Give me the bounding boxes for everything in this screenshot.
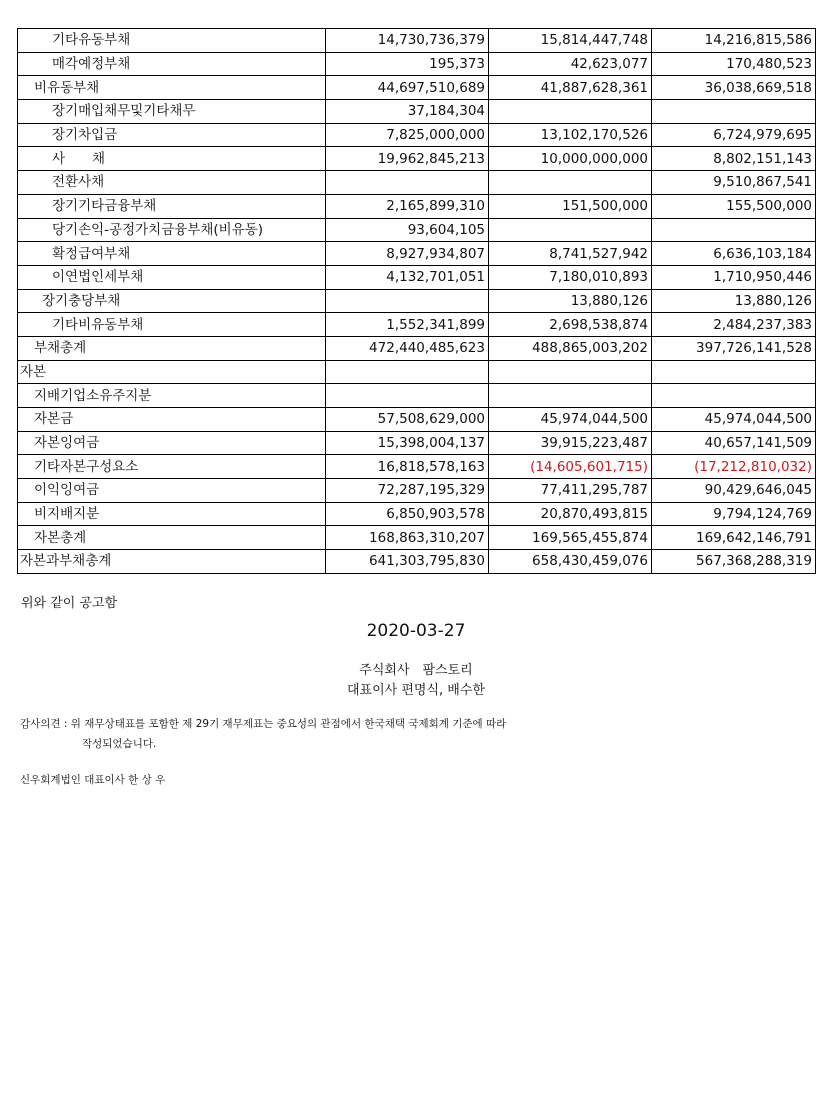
amount-cell: 170,480,523 [652, 52, 816, 76]
table-row [18, 289, 816, 313]
row-label: 확정급여부채 [18, 242, 326, 266]
amount-cell [489, 384, 652, 408]
row-label: 장기매입채무및기타채무 [18, 100, 326, 124]
amount-cell: 13,880,126 [652, 289, 816, 313]
row-label: 장기충당부채 [18, 289, 326, 313]
amount-cell: (17,212,810,032) [652, 455, 816, 479]
row-label: 기타자본구성요소 [18, 455, 326, 479]
amount-cell: 10,000,000,000 [489, 147, 652, 171]
table-row [18, 336, 816, 360]
amount-cell [326, 360, 489, 384]
table-row [18, 242, 816, 266]
row-label: 자본 [18, 360, 326, 384]
amount-cell: (14,605,601,715) [489, 455, 652, 479]
amount-cell: 90,429,646,045 [652, 479, 816, 503]
table-row [18, 218, 816, 242]
amount-cell: 151,500,000 [489, 194, 652, 218]
amount-cell: 4,132,701,051 [326, 265, 489, 289]
amount-cell: 169,642,146,791 [652, 526, 816, 550]
amount-cell: 77,411,295,787 [489, 479, 652, 503]
table-row [18, 502, 816, 526]
row-label: 기타비유동부채 [18, 313, 326, 337]
amount-cell: 195,373 [326, 52, 489, 76]
amount-cell: 15,398,004,137 [326, 431, 489, 455]
row-label: 이익잉여금 [18, 479, 326, 503]
amount-cell: 168,863,310,207 [326, 526, 489, 550]
amount-cell: 37,184,304 [326, 100, 489, 124]
amount-cell [326, 384, 489, 408]
amount-cell: 169,565,455,874 [489, 526, 652, 550]
row-label: 자본과부채총계 [18, 550, 326, 574]
table-row [18, 123, 816, 147]
amount-cell [652, 100, 816, 124]
amount-cell: 6,724,979,695 [652, 123, 816, 147]
amount-cell: 2,165,899,310 [326, 194, 489, 218]
balance-sheet-table [17, 28, 816, 574]
row-label: 자본금 [18, 408, 326, 432]
audit-opinion-line2: 작성되었습니다. [82, 738, 157, 750]
table-row [18, 76, 816, 100]
row-label: 지배기업소유주지분 [18, 384, 326, 408]
table-row [18, 171, 816, 195]
amount-cell: 16,818,578,163 [326, 455, 489, 479]
amount-cell: 397,726,141,528 [652, 336, 816, 360]
amount-cell: 14,216,815,586 [652, 29, 816, 53]
amount-cell: 20,870,493,815 [489, 502, 652, 526]
amount-cell [489, 360, 652, 384]
row-label: 비지배지분 [18, 502, 326, 526]
amount-cell [489, 171, 652, 195]
amount-cell: 13,880,126 [489, 289, 652, 313]
amount-cell: 41,887,628,361 [489, 76, 652, 100]
amount-cell: 1,710,950,446 [652, 265, 816, 289]
row-label: 자본총계 [18, 526, 326, 550]
amount-cell: 9,510,867,541 [652, 171, 816, 195]
amount-cell: 8,741,527,942 [489, 242, 652, 266]
amount-cell [489, 100, 652, 124]
row-label: 기타유동부채 [18, 29, 326, 53]
amount-cell: 658,430,459,076 [489, 550, 652, 574]
table-row [18, 526, 816, 550]
notice-text: 위와 같이 공고함 [21, 596, 118, 611]
table-row [18, 100, 816, 124]
amount-cell [652, 384, 816, 408]
amount-cell: 2,698,538,874 [489, 313, 652, 337]
row-label: 전환사채 [18, 171, 326, 195]
amount-cell: 42,623,077 [489, 52, 652, 76]
row-label: 부채총계 [18, 336, 326, 360]
amount-cell: 7,180,010,893 [489, 265, 652, 289]
row-label: 당기손익-공정가치금융부채(비유동) [18, 218, 326, 242]
amount-cell: 36,038,669,518 [652, 76, 816, 100]
audit-opinion-line1: 감사의견 : 위 재무상태표를 포함한 제 29기 재무제표는 중요성의 관점에서 한국채택 국제회계 기준에 따라 [20, 718, 507, 730]
table-row [18, 147, 816, 171]
amount-cell: 488,865,003,202 [489, 336, 652, 360]
amount-cell: 1,552,341,899 [326, 313, 489, 337]
amount-cell: 9,794,124,769 [652, 502, 816, 526]
row-label: 사 채 [18, 147, 326, 171]
table-row [18, 194, 816, 218]
row-label: 매각예정부채 [18, 52, 326, 76]
table-row [18, 550, 816, 574]
amount-cell: 6,850,903,578 [326, 502, 489, 526]
ceo-names: 대표이사 편명식, 배수한 [347, 683, 485, 698]
row-label: 자본잉여금 [18, 431, 326, 455]
auditor-name: 신우회계법인 대표이사 한 상 우 [20, 774, 166, 786]
table-row [18, 29, 816, 53]
amount-cell: 2,484,237,383 [652, 313, 816, 337]
amount-cell [652, 218, 816, 242]
amount-cell: 15,814,447,748 [489, 29, 652, 53]
amount-cell: 44,697,510,689 [326, 76, 489, 100]
amount-cell: 567,368,288,319 [652, 550, 816, 574]
row-label: 비유동부채 [18, 76, 326, 100]
table-row [18, 455, 816, 479]
amount-cell: 641,303,795,830 [326, 550, 489, 574]
amount-cell: 45,974,044,500 [652, 408, 816, 432]
amount-cell: 40,657,141,509 [652, 431, 816, 455]
amount-cell: 8,802,151,143 [652, 147, 816, 171]
amount-cell: 45,974,044,500 [489, 408, 652, 432]
amount-cell: 39,915,223,487 [489, 431, 652, 455]
amount-cell: 7,825,000,000 [326, 123, 489, 147]
table-row [18, 384, 816, 408]
company-name: 주식회사 팜스토리 [359, 663, 473, 678]
amount-cell: 14,730,736,379 [326, 29, 489, 53]
amount-cell: 13,102,170,526 [489, 123, 652, 147]
amount-cell [652, 360, 816, 384]
amount-cell: 93,604,105 [326, 218, 489, 242]
amount-cell [326, 171, 489, 195]
amount-cell [326, 289, 489, 313]
amount-cell: 8,927,934,807 [326, 242, 489, 266]
amount-cell: 472,440,485,623 [326, 336, 489, 360]
table-row [18, 313, 816, 337]
row-label: 이연법인세부채 [18, 265, 326, 289]
amount-cell [489, 218, 652, 242]
notice-date: 2020-03-27 [366, 621, 466, 641]
amount-cell: 19,962,845,213 [326, 147, 489, 171]
table-row [18, 265, 816, 289]
table-row [18, 479, 816, 503]
table-row [18, 408, 816, 432]
table-row [18, 431, 816, 455]
balance-sheet-body [18, 29, 816, 574]
row-label: 장기차입금 [18, 123, 326, 147]
amount-cell: 57,508,629,000 [326, 408, 489, 432]
amount-cell: 6,636,103,184 [652, 242, 816, 266]
table-row [18, 52, 816, 76]
amount-cell: 72,287,195,329 [326, 479, 489, 503]
row-label: 장기기타금융부채 [18, 194, 326, 218]
table-row [18, 360, 816, 384]
amount-cell: 155,500,000 [652, 194, 816, 218]
